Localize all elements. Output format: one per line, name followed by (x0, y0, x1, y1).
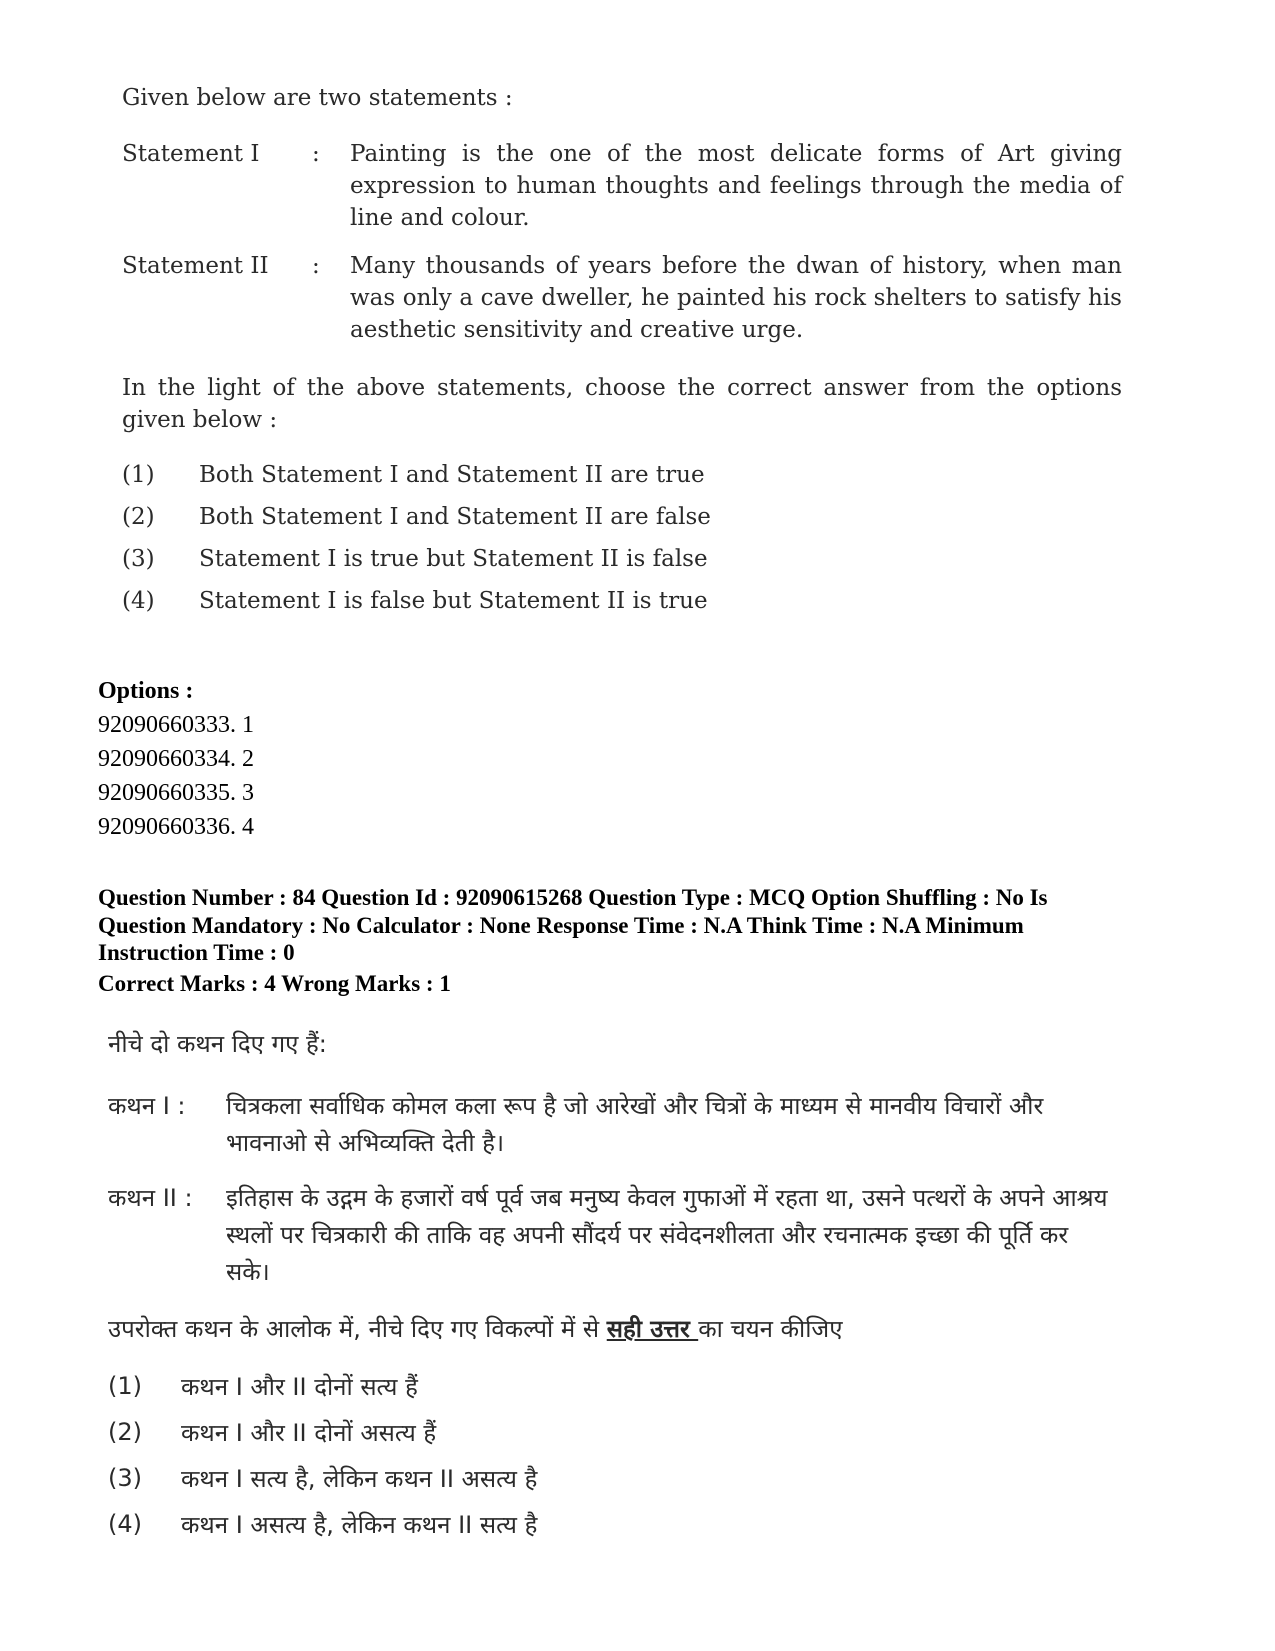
prompt-part: उपरोक्त कथन के आलोक में, नीचे दिए गए विकल्पों में से (108, 1315, 607, 1343)
prompt-part: का चयन कीजिए (698, 1315, 843, 1343)
question-intro: Given below are two statements : (122, 85, 513, 111)
option-number: (1) (108, 1372, 142, 1400)
statement-1-hindi (108, 1088, 1118, 1162)
option-number: (4) (108, 1510, 142, 1538)
answer-option-3-hindi (108, 1455, 1118, 1501)
answer-option-1-hindi (108, 1363, 1118, 1409)
question-prompt: In the light of the above statements, choose the correct answer from the options given below : (122, 375, 1122, 433)
option-id-item: 92090660335. 3 (98, 780, 254, 806)
option-text-hindi: कथन I सत्य है, लेकिन कथन II असत्य है (181, 1464, 538, 1493)
statement-label-hindi: कथन I : (108, 1092, 186, 1120)
question-info-line: Instruction Time : 0 (98, 940, 295, 965)
answer-option-4-hindi (108, 1501, 1118, 1547)
option-id-item: 92090660336. 4 (98, 814, 254, 840)
option-text-hindi: कथन I असत्य है, लेकिन कथन II सत्य है (181, 1510, 538, 1539)
option-text: Statement I is false but Statement II is true (199, 588, 708, 614)
options-heading: Options : (98, 678, 194, 704)
statement-colon: : (312, 253, 320, 279)
question-prompt-hindi (108, 1311, 1118, 1347)
option-number: (2) (122, 504, 155, 530)
option-id-item: 92090660334. 2 (98, 746, 254, 772)
question-english (122, 82, 1122, 622)
option-number: (3) (122, 546, 155, 572)
option-number: (4) (122, 588, 155, 614)
answer-option-1 (122, 454, 1122, 496)
statement-text-hindi: चित्रकला सर्वाधिक कोमल कला रूप है जो आरेखों और चित्रों के माध्यम से मानवीय विचारों और भावनाओ से अभिव्यक्ति देती है। (226, 1092, 1044, 1157)
option-text: Both Statement I and Statement II are true (199, 462, 705, 488)
answer-option-2 (122, 496, 1122, 538)
option-text-hindi: कथन I और II दोनों सत्य हैं (181, 1372, 418, 1401)
question-info-line: Question Number : 84 Question Id : 92090615268 Question Type : MCQ Option Shuffling : No Is (98, 885, 1048, 910)
question-info-line: Question Mandatory : No Calculator : None Response Time : N.A Think Time : N.A Minimum (98, 912, 1024, 938)
statement-2 (122, 250, 1122, 346)
answer-option-4 (122, 580, 1122, 622)
statement-text-hindi: इतिहास के उद्गम के हजारों वर्ष पूर्व जब मनुष्य केवल गुफाओं में रहता था, उसने पत्थरों के अपने आश्रय स्थलों पर चित्रकारी की ताकि वह अपनी सौंदर्य पर संवेदनशीलता और रचनात्मक इच्छा की पूर्ति कर सके। (226, 1184, 1108, 1286)
statement-2-hindi (108, 1180, 1118, 1291)
answer-option-2-hindi (108, 1409, 1118, 1455)
prompt-emphasis: सही उत्तर (606, 1315, 699, 1343)
option-id-item: 92090660333. 1 (98, 712, 254, 738)
option-text: Both Statement I and Statement II are false (199, 504, 711, 530)
question-intro-hindi: नीचे दो कथन दिए गए हैं: (108, 1030, 327, 1058)
statement-colon: : (312, 141, 320, 167)
option-number: (1) (122, 462, 155, 488)
option-text: Statement I is true but Statement II is false (199, 546, 708, 572)
statement-text: Painting is the one of the most delicate forms of Art giving expression to human thoughts and feelings through the media of line and colour. (350, 141, 1122, 231)
option-number: (3) (108, 1464, 142, 1492)
marks-info: Correct Marks : 4 Wrong Marks : 1 (98, 971, 451, 996)
statement-label: Statement II (122, 253, 269, 279)
option-text-hindi: कथन I और II दोनों असत्य हैं (181, 1418, 437, 1447)
question-info (98, 884, 1178, 967)
statement-text: Many thousands of years before the dwan of history, when man was only a cave dweller, he painted his rock shelters to satisfy his aesthetic sensitivity and creative urge. (350, 253, 1122, 343)
options-list (98, 674, 254, 844)
statement-label-hindi: कथन II : (108, 1184, 193, 1212)
statement-label: Statement I (122, 141, 260, 167)
question-hindi (108, 1026, 1118, 1547)
answer-option-3 (122, 538, 1122, 580)
option-number: (2) (108, 1418, 142, 1446)
statement-1 (122, 138, 1122, 234)
